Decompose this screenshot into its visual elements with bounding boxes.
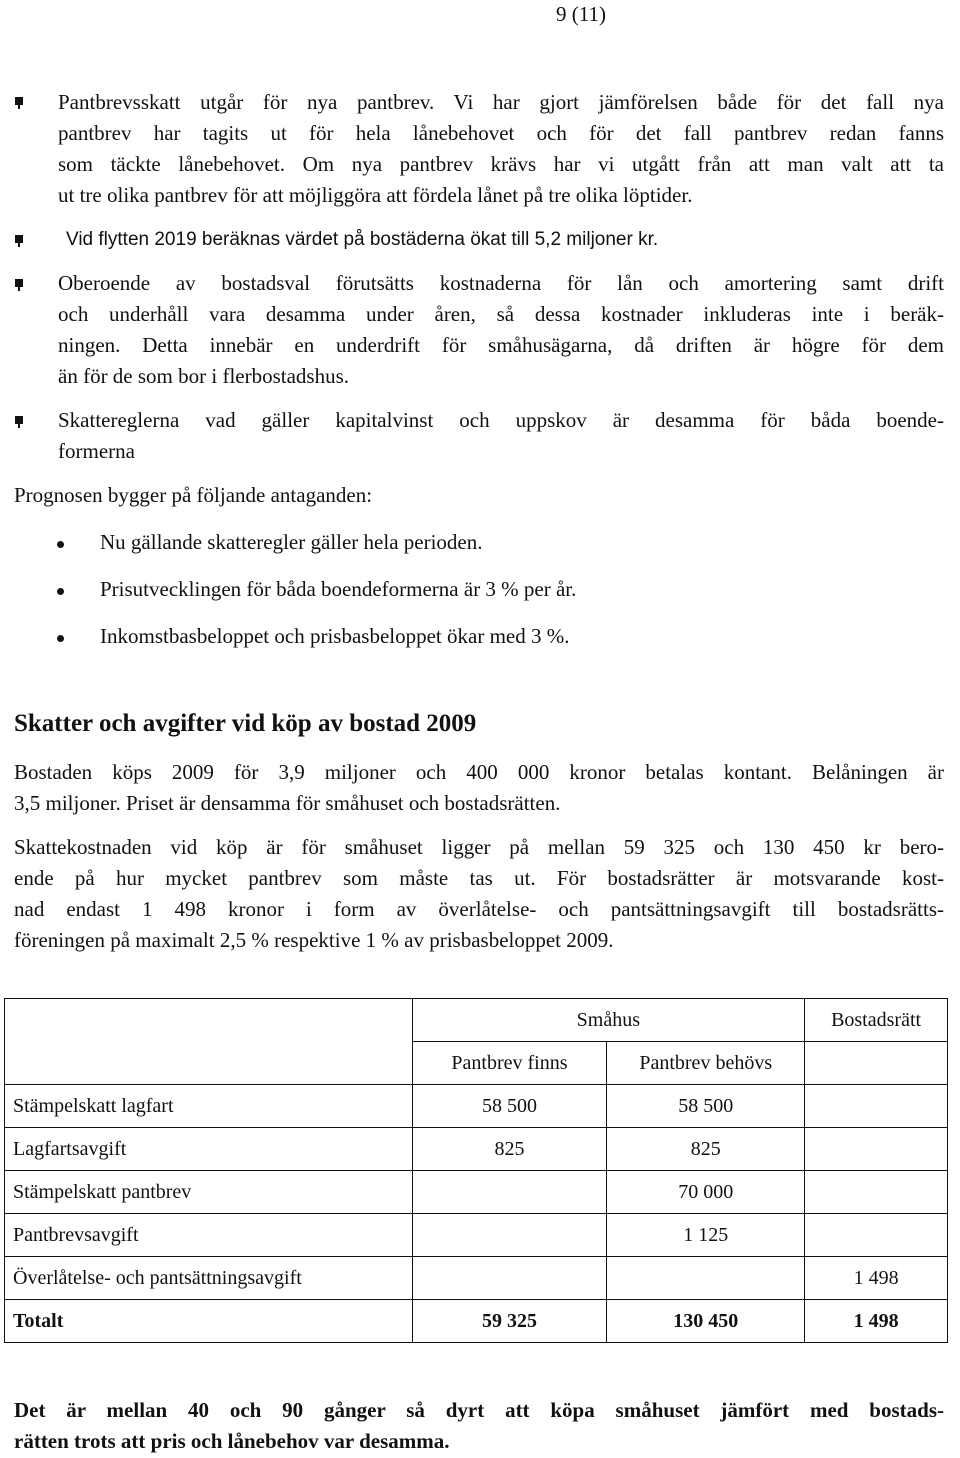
cell-pantbrev-finns: 58 500 [412,1085,607,1128]
cell-pantbrev-finns [412,1257,607,1300]
table-row [5,1171,948,1214]
bullet-1-line-1: Pantbrevsskatt utgår för nya pantbrev. Vi har gjort jämförelsen både för det fall nya [58,90,944,114]
section-heading: Skatter och avgifter vid köp av bostad 2009 [14,710,477,737]
cell-pantbrev-finns: 825 [412,1128,607,1171]
header-smahus: Småhus [412,999,805,1042]
subheader-pantbrev-finns: Pantbrev finns [412,1042,607,1085]
cell-pantbrev-behovs [607,1257,805,1300]
page-number: 9 (11) [556,2,606,26]
paragraph-2-line-3: nad endast 1 498 kronor i form av överlåtelse- och pantsättningsavgift till bostadsrätts- [14,897,944,921]
cell-pantbrev-behovs: 58 500 [607,1085,805,1128]
bullet-3-line-4: än för de som bor i flerbostadshus. [58,364,350,388]
row-label: Stämpelskatt pantbrev [5,1171,413,1214]
subheader-pantbrev-behovs: Pantbrev behövs [607,1042,805,1085]
table-row [5,1214,948,1257]
table-row [5,1128,948,1171]
table-header-row [5,999,948,1042]
table-corner-cell [5,999,413,1085]
paragraph-2-line-1: Skattekostnaden vid köp är för småhuset ligger på mellan 59 325 och 130 450 kr bero- [14,835,944,859]
cell-bostadsratt [805,1171,948,1214]
paragraph-2-line-4: föreningen på maximalt 2,5 % respektive 1 % av prisbasbeloppet 2009. [14,928,614,952]
bullet-3-line-3: ningen. Detta innebär en underdrift för småhusägarna, då driften är högre för dem [58,333,944,357]
cell-bostadsratt: 1 498 [805,1257,948,1300]
bullet-dot-icon [57,635,64,642]
row-label: Stämpelskatt lagfart [5,1085,413,1128]
total-pantbrev-finns: 59 325 [412,1300,607,1343]
subheader-empty [805,1042,948,1085]
cell-pantbrev-behovs: 1 125 [607,1214,805,1257]
bullet-4-line-2: formerna [58,439,135,463]
square-bullet-icon [15,279,23,287]
square-bullet-icon [15,235,23,243]
cell-pantbrev-behovs: 825 [607,1128,805,1171]
prognosis-intro: Prognosen bygger på följande antaganden: [14,483,373,507]
bullet-4-line-1: Skattereglerna vad gäller kapitalvinst och uppskov är desamma för båda boende- [58,408,944,432]
cell-bostadsratt [805,1128,948,1171]
row-label: Pantbrevsavgift [5,1214,413,1257]
bullet-1-line-4: ut tre olika pantbrev för att möjliggöra att fördela lånet på tre olika löptider. [58,183,693,207]
bullet-1-line-3: som täckte lånebehovet. Om nya pantbrev krävs har vi utgått från att man valt att ta [58,152,944,176]
table-total-row [5,1300,948,1343]
square-bullet-icon [15,416,23,424]
conclusion-line-2: rätten trots att pris och lånebehov var desamma. [14,1429,450,1453]
bullet-3-line-1: Oberoende av bostadsval förutsätts kostnaderna för lån och amortering samt drift [58,271,944,295]
table-row [5,1257,948,1300]
total-label: Totalt [5,1300,413,1343]
bullet-2-line-1: Vid flytten 2019 beräknas värdet på bostäderna ökat till 5,2 miljoner kr. [66,229,659,250]
cell-bostadsratt [805,1085,948,1128]
total-pantbrev-behovs: 130 450 [607,1300,805,1343]
assumption-item: Inkomstbasbeloppet och prisbasbeloppet ökar med 3 %. [100,624,570,648]
header-bostadsratt: Bostadsrätt [805,999,948,1042]
cell-pantbrev-finns [412,1214,607,1257]
bullet-3-line-2: och underhåll vara desamma under åren, så dessa kostnader inkluderas inte i beräk- [58,302,944,326]
assumption-item: Nu gällande skatteregler gäller hela perioden. [100,530,483,554]
row-label: Överlåtelse- och pantsättningsavgift [5,1257,413,1300]
cell-bostadsratt [805,1214,948,1257]
assumption-item: Prisutvecklingen för båda boendeformerna är 3 % per år. [100,577,577,601]
cell-pantbrev-finns [412,1171,607,1214]
row-label: Lagfartsavgift [5,1128,413,1171]
bullet-1-line-2: pantbrev har tagits ut för hela lånebehovet och för det fall pantbrev redan fanns [58,121,944,145]
bullet-dot-icon [57,541,64,548]
paragraph-1-line-1: Bostaden köps 2009 för 3,9 miljoner och 400 000 kronor betalas kontant. Belåningen är [14,760,944,784]
table-row [5,1085,948,1128]
paragraph-1-line-2: 3,5 miljoner. Priset är densamma för småhuset och bostadsrätten. [14,791,561,815]
cost-table [4,998,948,1343]
paragraph-2-line-2: ende på hur mycket pantbrev som måste tas ut. För bostadsrätter är motsvarande kost- [14,866,944,890]
cell-pantbrev-behovs: 70 000 [607,1171,805,1214]
square-bullet-icon [15,97,23,105]
total-bostadsratt: 1 498 [805,1300,948,1343]
bullet-dot-icon [57,588,64,595]
conclusion-line-1: Det är mellan 40 och 90 gånger så dyrt att köpa småhuset jämfört med bostads- [14,1398,944,1422]
